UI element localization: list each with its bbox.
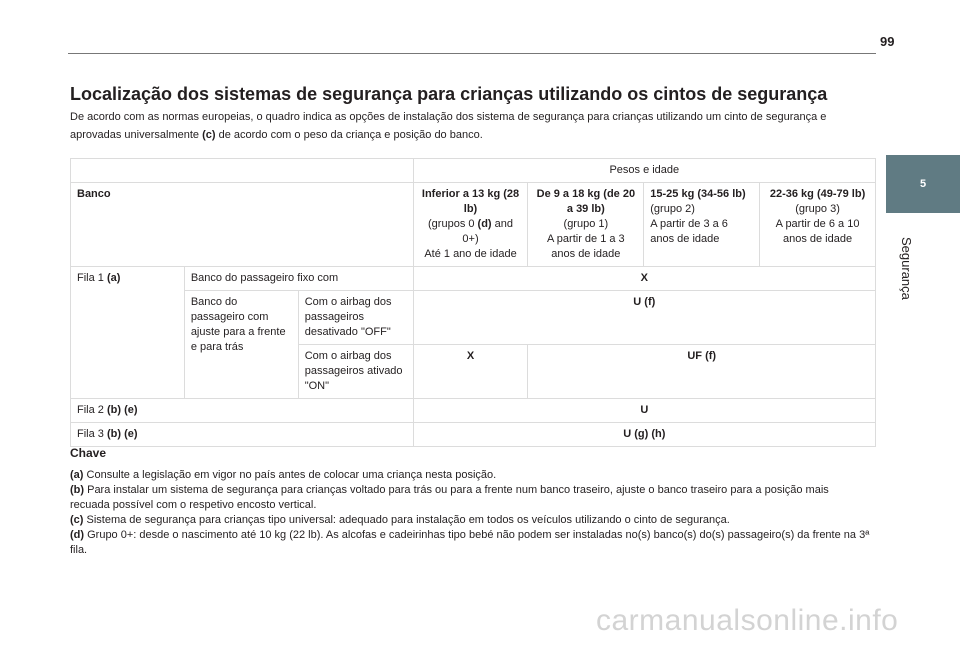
weight-label: De 9 a 18 kg (de 20 a 39 lb)	[536, 188, 636, 215]
note-text: Grupo 0+: desde o nascimento até 10 kg (22 lb). As alcofas e cadeirinhas tipo bebé não podem ser instaladas no(s) banco(s) do(s) passageiro(s) da frente na 3ª fila.	[70, 529, 870, 556]
note-d	[70, 528, 870, 558]
table-row-fila2	[71, 399, 876, 423]
airbag-on-label: Com o airbag dos passageiros ativado "ON"	[298, 345, 413, 399]
age-label: Até 1 ano de idade	[424, 248, 517, 260]
group-label: (grupo 3)	[795, 203, 840, 215]
airbag-on-value-2: UF (f)	[528, 345, 876, 399]
note-text: Sistema de segurança para crianças tipo universal: adequado para instalação em todos os veículos utilizando o cinto de segurança.	[83, 514, 730, 526]
note-c	[70, 513, 870, 528]
fixed-seat-label: Banco do passageiro fixo com	[184, 267, 413, 291]
fixed-seat-value: X	[413, 267, 875, 291]
group-text: (grupos 0	[428, 218, 478, 230]
top-divider	[68, 53, 876, 54]
group-ref: (d)	[477, 218, 492, 230]
key-title: Chave	[70, 446, 107, 460]
fila3-label	[71, 423, 414, 447]
child-seat-table	[70, 158, 876, 447]
section-number-tab[interactable]: 5	[886, 155, 960, 213]
section-title: Segurança	[899, 237, 914, 300]
fila2-value: U	[413, 399, 875, 423]
fila1-label	[71, 267, 185, 399]
watermark: carmanualsonline.info	[596, 604, 899, 637]
age-label: A partir de 3 a 6 anos de idade	[650, 218, 728, 245]
weight-label: Inferior a 13 kg (28 lb)	[421, 188, 520, 215]
weight-column-3	[644, 183, 760, 267]
row-ref: (a)	[106, 272, 121, 284]
table-header-row-groups	[71, 183, 876, 267]
key-notes	[70, 468, 870, 558]
note-ref: (d)	[70, 529, 85, 541]
page-number: 99	[880, 34, 895, 49]
table-header-row-weights	[71, 159, 876, 183]
adjustable-seat-label: Banco do passageiro com ajuste para a frente e para trás	[184, 291, 298, 399]
weight-column-1	[413, 183, 528, 267]
row-label: Fila 2	[77, 404, 107, 416]
row-ref: (b) (e)	[106, 404, 138, 416]
age-label: A partir de 1 a 3 anos de idade	[547, 233, 625, 260]
empty-header-cell	[71, 159, 414, 183]
table-row-fila1-airbag-off	[71, 291, 876, 345]
group-label	[420, 217, 522, 247]
airbag-off-label: Com o airbag dos passageiros desativado "OFF"	[298, 291, 413, 345]
row-label: Fila 1	[77, 272, 107, 284]
row-label: Fila 3	[77, 428, 107, 440]
group-label: (grupo 2)	[650, 203, 695, 215]
note-a	[70, 468, 870, 483]
group-text-end: and 0+)	[462, 218, 514, 245]
table-row-fila3	[71, 423, 876, 447]
intro-ref: (c)	[202, 129, 216, 141]
page-heading: Localização dos sistemas de segurança para crianças utilizando os cintos de segurança	[70, 84, 828, 104]
note-text: Para instalar um sistema de segurança para crianças voltado para trás ou para a frente num banco traseiro, ajuste o banco traseiro para a posição mais recuada possível com o respetivo encosto vertical.	[70, 484, 829, 511]
intro-text-before: De acordo com as normas europeias, o quadro indica as opções de instalação dos sistema de segurança para crianças utilizando um cinto de segurança e aprovadas universalmente	[70, 111, 827, 141]
note-b	[70, 483, 870, 513]
note-text: Consulte a legislação em vigor no país antes de colocar uma criança nesta posição.	[83, 469, 497, 481]
seat-header: Banco	[71, 183, 414, 267]
weight-column-4	[760, 183, 876, 267]
fila2-label	[71, 399, 414, 423]
age-label: A partir de 6 a 10 anos de idade	[775, 218, 860, 245]
weight-label: 22-36 kg (49-79 lb)	[769, 188, 866, 200]
note-ref: (c)	[70, 514, 84, 526]
intro-paragraph	[70, 108, 878, 144]
note-ref: (b)	[70, 484, 85, 496]
weights-header: Pesos e idade	[413, 159, 875, 183]
group-label: (grupo 1)	[563, 218, 609, 230]
airbag-on-value-1: X	[413, 345, 528, 399]
note-ref: (a)	[70, 469, 84, 481]
fila3-value: U (g) (h)	[413, 423, 875, 447]
row-ref: (b) (e)	[106, 428, 138, 440]
airbag-off-value: U (f)	[413, 291, 875, 345]
intro-text-after: de acordo com o peso da criança e posição do banco.	[215, 129, 483, 141]
weight-column-2	[528, 183, 644, 267]
weight-label: 15-25 kg (34-56 lb)	[650, 188, 746, 200]
table-row-fila1-fixed	[71, 267, 876, 291]
